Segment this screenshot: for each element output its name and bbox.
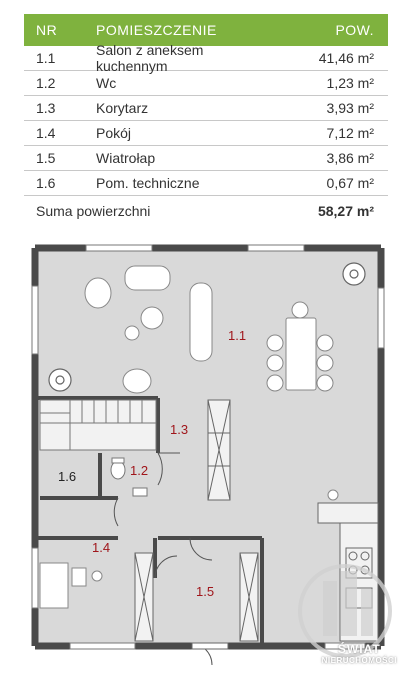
label-room-1-2: 1.2	[130, 463, 149, 478]
entry-wardrobe	[240, 553, 258, 641]
table-row	[24, 42, 388, 74]
entrance	[192, 643, 228, 649]
row-room: Wc	[96, 75, 117, 91]
room-wardrobe	[135, 553, 153, 641]
total-area: 58,27 m²	[317, 203, 374, 219]
header-area: POW.	[335, 22, 374, 38]
row-nr: 1.3	[36, 100, 56, 116]
watermark-line1: ŚWIAT	[337, 642, 381, 656]
right-window	[378, 288, 384, 348]
row-nr: 1.1	[36, 50, 56, 66]
room-area-table	[24, 14, 388, 226]
label-room-1-1: 1.1	[228, 328, 247, 343]
row-room: Pom. techniczne	[96, 175, 200, 191]
header-nr: NR	[36, 22, 58, 38]
label-room-1-3: 1.3	[170, 422, 189, 437]
row-room: Salon z aneksem kuchennym	[96, 42, 204, 74]
table-row	[24, 171, 388, 196]
row-room: Wiatrołap	[96, 150, 156, 166]
watermark-text	[322, 643, 397, 667]
label-room-1-5: 1.5	[196, 584, 215, 599]
row-nr: 1.4	[36, 125, 56, 141]
label-room-1-4: 1.4	[92, 540, 111, 555]
row-room: Korytarz	[96, 100, 149, 116]
label-room-1-6: 1.6	[58, 469, 77, 484]
row-area: 1,23 m²	[326, 75, 374, 91]
row-area: 7,12 m²	[326, 125, 374, 141]
hall-wardrobe	[208, 400, 230, 500]
staircase	[40, 400, 156, 450]
row-area: 0,67 m²	[326, 175, 374, 191]
header-room: POMIESZCZENIE	[96, 22, 217, 38]
table-row	[24, 146, 388, 171]
row-area: 41,46 m²	[318, 50, 374, 66]
table-row	[24, 96, 388, 121]
row-nr: 1.5	[36, 150, 56, 166]
watermark-logo	[285, 541, 415, 681]
table-row	[24, 71, 388, 96]
total-row	[24, 196, 388, 226]
table-row	[24, 121, 388, 146]
row-area: 3,93 m²	[326, 100, 374, 116]
row-nr: 1.2	[36, 75, 56, 91]
total-label: Suma powierzchni	[36, 203, 151, 219]
row-area: 3,86 m²	[326, 150, 374, 166]
row-room: Pokój	[96, 125, 132, 141]
watermark-line2: NIERUCHOMOŚCI	[321, 656, 397, 665]
row-nr: 1.6	[36, 175, 56, 191]
